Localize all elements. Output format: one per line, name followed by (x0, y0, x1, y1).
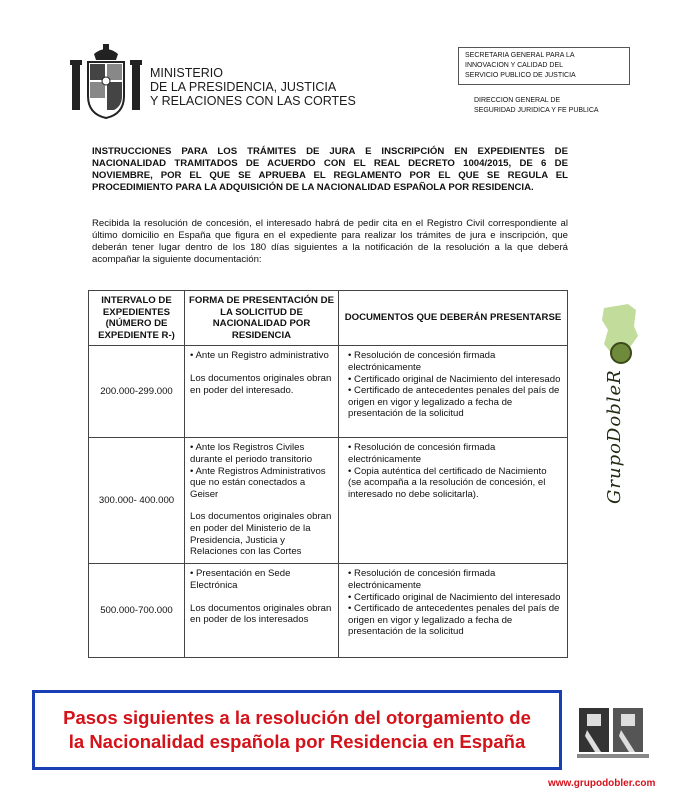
ministry-line-1: MINISTERIO (150, 66, 223, 80)
range-cell: 500.000-700.000 (89, 564, 185, 658)
doc-item: • Certificado original de Nacimiento del interesado (348, 373, 561, 385)
watermark-text: GrupoDobleR (604, 369, 625, 504)
form-cell (185, 564, 339, 658)
range-cell: 300.000- 400.000 (89, 438, 185, 564)
doc-item: • Certificado original de Nacimiento del interesado (348, 591, 561, 603)
banner-line-2: la Nacionalidad española por Residencia en España (68, 731, 526, 752)
ministry-line-2: DE LA PRESIDENCIA, JUSTICIA (150, 80, 337, 94)
form-note: Los documentos originales obran en poder del interesado. (190, 372, 332, 396)
form-item: • Ante un Registro administrativo (190, 350, 329, 362)
ministry-line-3: Y RELACIONES CON LAS CORTES (150, 94, 356, 108)
direccion-general (474, 96, 599, 116)
rr-logo-icon (575, 700, 655, 762)
intro-paragraph: Recibida la resolución de concesión, el interesado habrá de pedir cita en el Registro Civil correspondiente al último domicilio en España que figura en el expediente para realizar los trámites de jura e inscripción, que deberán tener lugar dentro de los 180 días siguientes a la notificación de la resolución a la que deberá acompañar la siguiente documentación: (92, 218, 568, 265)
direccion-line-2: SEGURIDAD JURIDICA Y FE PUBLICA (474, 107, 599, 114)
form-cell (185, 346, 339, 438)
form-cell (185, 438, 339, 564)
website-link[interactable]: www.grupodobler.com (548, 778, 656, 789)
table-header-row (89, 291, 568, 346)
documents-table (88, 290, 568, 658)
secretaria-line-3: SERVICIO PUBLICO DE JUSTICIA (465, 72, 576, 79)
ministry-name (150, 66, 356, 108)
range-cell: 200.000-299.000 (89, 346, 185, 438)
banner-line-1: Pasos siguientes a la resolución del otorgamiento de (63, 707, 531, 728)
form-item: • Presentación en Sede Electrónica (190, 568, 291, 591)
coat-of-arms-icon (70, 44, 142, 122)
header-forma: FORMA DE PRESENTACIÓN DE LA SOLICITUD DE NACIONALIDAD POR RESIDENCIA (185, 291, 339, 346)
headline-banner (32, 690, 562, 770)
form-item: • Ante los Registros Civiles durante el periodo transitorio (190, 442, 313, 465)
table-row (89, 346, 568, 438)
table-row (89, 564, 568, 658)
secretaria-box (458, 47, 630, 85)
doc-item: • Certificado de antecedentes penales del país de origen en vigor y legalizado a fecha de presentación de la solicitud (348, 603, 560, 638)
doc-item: • Resolución de concesión firmada electrónicamente (348, 568, 496, 591)
secretaria-line-1: SECRETARIA GENERAL PARA LA (465, 52, 575, 59)
grupodobler-logo-icon (610, 342, 632, 364)
header-intervalo: INTERVALO DE EXPEDIENTES (NÚMERO DE EXPEDIENTE R-) (89, 291, 185, 346)
form-note: Los documentos originales obran en poder del Ministerio de la Presidencia, Justicia y Relaciones con las Cortes (190, 511, 332, 558)
docs-cell (339, 564, 568, 658)
form-item: • Ante Registros Administrativos que no están conectados a Geiser (190, 465, 326, 500)
doc-item: • Copia auténtica del certificado de Nacimiento (se acompaña a la resolución de concesión, el interesado no debe solicitarla). (348, 465, 547, 500)
form-note: Los documentos originales obran en poder de los interesados (190, 602, 332, 626)
direccion-line-1: DIRECCION GENERAL DE (474, 97, 561, 104)
docs-cell (339, 438, 568, 564)
docs-cell (339, 346, 568, 438)
doc-item: • Resolución de concesión firmada electrónicamente (348, 442, 496, 465)
doc-item: • Resolución de concesión firmada electrónicamente (348, 350, 496, 373)
table-row (89, 438, 568, 564)
secretaria-line-2: INNOVACION Y CALIDAD DEL (465, 62, 564, 69)
doc-item: • Certificado de antecedentes penales del país de origen en vigor y legalizado a fecha de presentación de la solicitud (348, 385, 560, 420)
header-documentos: DOCUMENTOS QUE DEBERÁN PRESENTARSE (339, 291, 568, 346)
document-title: INSTRUCCIONES PARA LOS TRÁMITES DE JURA E INSCRIPCIÓN EN EXPEDIENTES DE NACIONALIDAD TRAMITADOS DE ACUERDO CON EL REAL DECRETO 1004/2015, DE 6 DE NOVIEMBRE, POR EL QUE SE APRUEBA EL REGLAMENTO POR EL QUE SE REGULA EL PROCEDIMIENTO PARA LA ADQUISICIÓN DE LA NACIONALIDAD ESPAÑOLA POR RESIDENCIA. (92, 146, 568, 193)
